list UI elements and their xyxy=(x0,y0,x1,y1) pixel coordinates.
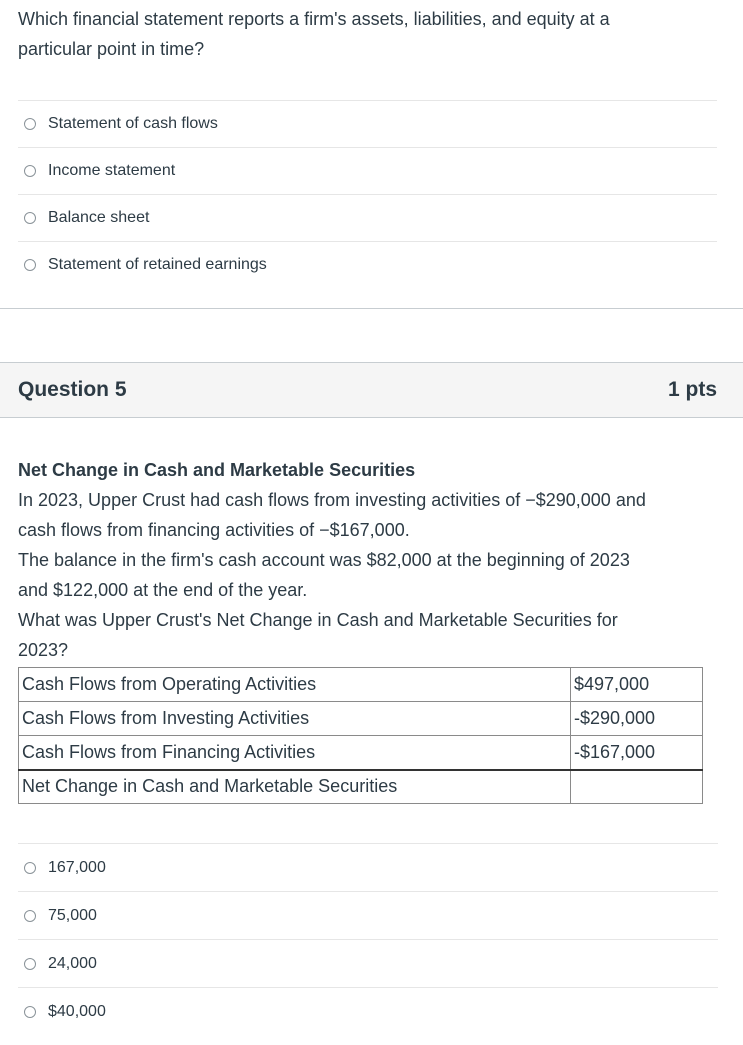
answer-label: Statement of retained earnings xyxy=(48,256,267,273)
table-cell-label: Cash Flows from Investing Activities xyxy=(19,702,571,736)
table-cell-value: $497,000 xyxy=(571,668,703,702)
radio-button[interactable] xyxy=(24,259,36,271)
question-paragraph-line: What was Upper Crust's Net Change in Cash and Marketable Securities for xyxy=(18,610,618,630)
table-cell-value: -$290,000 xyxy=(571,702,703,736)
radio-button[interactable] xyxy=(24,910,36,922)
table-row-total xyxy=(19,770,703,804)
question-answers xyxy=(18,843,718,1035)
table-row xyxy=(19,668,703,702)
radio-button[interactable] xyxy=(24,958,36,970)
answer-option[interactable] xyxy=(18,148,717,195)
previous-question-text-line2: particular point in time? xyxy=(18,39,205,59)
table-cell-value xyxy=(571,770,703,804)
table-cell-label: Cash Flows from Operating Activities xyxy=(19,668,571,702)
previous-question-text xyxy=(18,4,717,64)
previous-question-answers xyxy=(18,100,717,288)
cash-flow-table xyxy=(18,667,703,804)
question-paragraph xyxy=(18,545,718,605)
question-divider xyxy=(0,308,743,309)
radio-button[interactable] xyxy=(24,165,36,177)
answer-label: 24,000 xyxy=(48,954,97,972)
question-paragraph-line: and $122,000 at the end of the year. xyxy=(18,580,308,600)
answer-label: Balance sheet xyxy=(48,209,150,226)
table-cell-label: Net Change in Cash and Marketable Securities xyxy=(19,770,571,804)
question-heading: Net Change in Cash and Marketable Securities xyxy=(18,460,416,480)
answer-label: $40,000 xyxy=(48,1002,106,1020)
answer-option[interactable] xyxy=(18,988,718,1035)
question-paragraph-line: 2023? xyxy=(18,640,69,660)
question-body xyxy=(18,455,718,804)
question-paragraph-line: cash flows from financing activities of −$167,000. xyxy=(18,520,410,540)
answer-option[interactable] xyxy=(18,242,717,288)
question-paragraph-line: The balance in the firm's cash account was $82,000 at the beginning of 2023 xyxy=(18,550,630,570)
table-cell-label: Cash Flows from Financing Activities xyxy=(19,736,571,770)
question-paragraph-line: In 2023, Upper Crust had cash flows from investing activities of −$290,000 and xyxy=(18,490,646,510)
answer-option[interactable] xyxy=(18,940,718,988)
question-paragraph xyxy=(18,605,718,665)
answer-label: 167,000 xyxy=(48,858,106,876)
answer-option[interactable] xyxy=(18,844,718,892)
answer-option[interactable] xyxy=(18,892,718,940)
table-row xyxy=(19,702,703,736)
answer-option[interactable] xyxy=(18,195,717,242)
question-header xyxy=(0,362,743,418)
radio-button[interactable] xyxy=(24,212,36,224)
question-title: Question 5 xyxy=(18,378,127,401)
question-paragraph xyxy=(18,485,718,545)
previous-question xyxy=(0,0,743,288)
table-cell-value: -$167,000 xyxy=(571,736,703,770)
question-points: 1 pts xyxy=(667,378,717,401)
radio-button[interactable] xyxy=(24,862,36,874)
answer-label: Income statement xyxy=(48,162,176,179)
table-row xyxy=(19,736,703,770)
radio-button[interactable] xyxy=(24,118,36,130)
answer-option[interactable] xyxy=(18,101,717,148)
answer-label: 75,000 xyxy=(48,906,97,924)
radio-button[interactable] xyxy=(24,1006,36,1018)
previous-question-text-line1: Which financial statement reports a firm's assets, liabilities, and equity at a xyxy=(18,9,610,29)
answer-label: Statement of cash flows xyxy=(48,115,218,132)
